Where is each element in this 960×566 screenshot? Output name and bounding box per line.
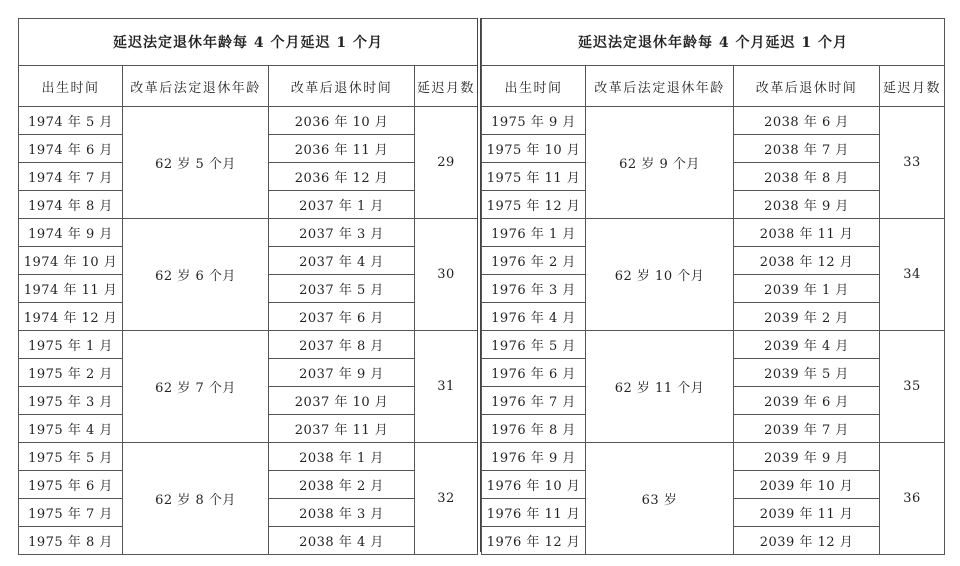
retirement-date-cell: 2039 年 2 月 (734, 303, 880, 331)
retirement-date-cell: 2039 年 6 月 (734, 387, 880, 415)
birth-date-cell: 1975 年 8 月 (19, 527, 123, 555)
table-row (482, 219, 945, 247)
delay-months-cell: 29 (415, 107, 478, 219)
birth-date-cell: 1976 年 4 月 (482, 303, 586, 331)
birth-date-cell: 1976 年 2 月 (482, 247, 586, 275)
birth-date-cell: 1976 年 6 月 (482, 359, 586, 387)
retirement-date-cell: 2039 年 11 月 (734, 499, 880, 527)
right-table-panel (481, 18, 944, 555)
table-row (19, 331, 478, 359)
column-header: 改革后法定退休年龄 (123, 66, 269, 107)
birth-date-cell: 1974 年 12 月 (19, 303, 123, 331)
birth-date-cell: 1976 年 12 月 (482, 527, 586, 555)
retirement-date-cell: 2037 年 11 月 (269, 415, 415, 443)
retirement-table-left (18, 18, 478, 555)
table-title: 延迟法定退休年龄每 4 个月延迟 1 个月 (19, 19, 478, 66)
retirement-date-cell: 2038 年 9 月 (734, 191, 880, 219)
retirement-age-cell: 62 岁 9 个月 (586, 107, 734, 219)
retirement-date-cell: 2038 年 7 月 (734, 135, 880, 163)
birth-date-cell: 1976 年 7 月 (482, 387, 586, 415)
birth-date-cell: 1975 年 3 月 (19, 387, 123, 415)
retirement-date-cell: 2039 年 12 月 (734, 527, 880, 555)
birth-date-cell: 1975 年 6 月 (19, 471, 123, 499)
birth-date-cell: 1974 年 10 月 (19, 247, 123, 275)
delay-months-cell: 35 (880, 331, 945, 443)
retirement-date-cell: 2038 年 1 月 (269, 443, 415, 471)
table-title: 延迟法定退休年龄每 4 个月延迟 1 个月 (482, 19, 945, 66)
birth-date-cell: 1975 年 2 月 (19, 359, 123, 387)
column-header: 改革后退休时间 (269, 66, 415, 107)
retirement-date-cell: 2038 年 4 月 (269, 527, 415, 555)
column-header: 出生时间 (19, 66, 123, 107)
column-header: 延迟月数 (415, 66, 478, 107)
retirement-date-cell: 2037 年 10 月 (269, 387, 415, 415)
retirement-delay-document (18, 18, 944, 552)
delay-months-cell: 34 (880, 219, 945, 331)
retirement-date-cell: 2039 年 4 月 (734, 331, 880, 359)
retirement-date-cell: 2039 年 1 月 (734, 275, 880, 303)
retirement-date-cell: 2038 年 3 月 (269, 499, 415, 527)
retirement-date-cell: 2038 年 6 月 (734, 107, 880, 135)
birth-date-cell: 1976 年 11 月 (482, 499, 586, 527)
column-header: 延迟月数 (880, 66, 945, 107)
birth-date-cell: 1975 年 12 月 (482, 191, 586, 219)
retirement-date-cell: 2038 年 11 月 (734, 219, 880, 247)
retirement-date-cell: 2036 年 10 月 (269, 107, 415, 135)
retirement-date-cell: 2037 年 3 月 (269, 219, 415, 247)
birth-date-cell: 1976 年 8 月 (482, 415, 586, 443)
retirement-age-cell: 62 岁 6 个月 (123, 219, 269, 331)
column-header: 改革后法定退休年龄 (586, 66, 734, 107)
delay-months-cell: 31 (415, 331, 478, 443)
retirement-date-cell: 2038 年 8 月 (734, 163, 880, 191)
birth-date-cell: 1975 年 11 月 (482, 163, 586, 191)
table-row (482, 107, 945, 135)
birth-date-cell: 1975 年 7 月 (19, 499, 123, 527)
retirement-date-cell: 2038 年 2 月 (269, 471, 415, 499)
birth-date-cell: 1974 年 9 月 (19, 219, 123, 247)
delay-months-cell: 33 (880, 107, 945, 219)
table-row (19, 107, 478, 135)
retirement-date-cell: 2039 年 5 月 (734, 359, 880, 387)
retirement-date-cell: 2037 年 8 月 (269, 331, 415, 359)
birth-date-cell: 1976 年 10 月 (482, 471, 586, 499)
retirement-age-cell: 62 岁 11 个月 (586, 331, 734, 443)
delay-months-cell: 30 (415, 219, 478, 331)
retirement-age-cell: 62 岁 5 个月 (123, 107, 269, 219)
birth-date-cell: 1974 年 6 月 (19, 135, 123, 163)
delay-months-cell: 32 (415, 443, 478, 555)
birth-date-cell: 1975 年 5 月 (19, 443, 123, 471)
birth-date-cell: 1976 年 3 月 (482, 275, 586, 303)
retirement-date-cell: 2037 年 5 月 (269, 275, 415, 303)
birth-date-cell: 1976 年 1 月 (482, 219, 586, 247)
birth-date-cell: 1976 年 5 月 (482, 331, 586, 359)
birth-date-cell: 1974 年 7 月 (19, 163, 123, 191)
birth-date-cell: 1976 年 9 月 (482, 443, 586, 471)
retirement-date-cell: 2036 年 12 月 (269, 163, 415, 191)
retirement-age-cell: 62 岁 7 个月 (123, 331, 269, 443)
retirement-date-cell: 2039 年 7 月 (734, 415, 880, 443)
retirement-date-cell: 2037 年 9 月 (269, 359, 415, 387)
left-table-panel (18, 18, 477, 555)
table-row (482, 443, 945, 471)
delay-months-cell: 36 (880, 443, 945, 555)
birth-date-cell: 1974 年 8 月 (19, 191, 123, 219)
retirement-date-cell: 2036 年 11 月 (269, 135, 415, 163)
column-header: 改革后退休时间 (734, 66, 880, 107)
column-header: 出生时间 (482, 66, 586, 107)
birth-date-cell: 1974 年 5 月 (19, 107, 123, 135)
birth-date-cell: 1974 年 11 月 (19, 275, 123, 303)
retirement-table-right (481, 18, 945, 555)
retirement-date-cell: 2037 年 1 月 (269, 191, 415, 219)
birth-date-cell: 1975 年 10 月 (482, 135, 586, 163)
retirement-date-cell: 2039 年 9 月 (734, 443, 880, 471)
birth-date-cell: 1975 年 4 月 (19, 415, 123, 443)
birth-date-cell: 1975 年 9 月 (482, 107, 586, 135)
retirement-age-cell: 63 岁 (586, 443, 734, 555)
table-row (19, 443, 478, 471)
retirement-date-cell: 2037 年 6 月 (269, 303, 415, 331)
table-row (19, 219, 478, 247)
retirement-date-cell: 2038 年 12 月 (734, 247, 880, 275)
retirement-date-cell: 2039 年 10 月 (734, 471, 880, 499)
table-row (482, 331, 945, 359)
birth-date-cell: 1975 年 1 月 (19, 331, 123, 359)
retirement-date-cell: 2037 年 4 月 (269, 247, 415, 275)
retirement-age-cell: 62 岁 10 个月 (586, 219, 734, 331)
retirement-age-cell: 62 岁 8 个月 (123, 443, 269, 555)
